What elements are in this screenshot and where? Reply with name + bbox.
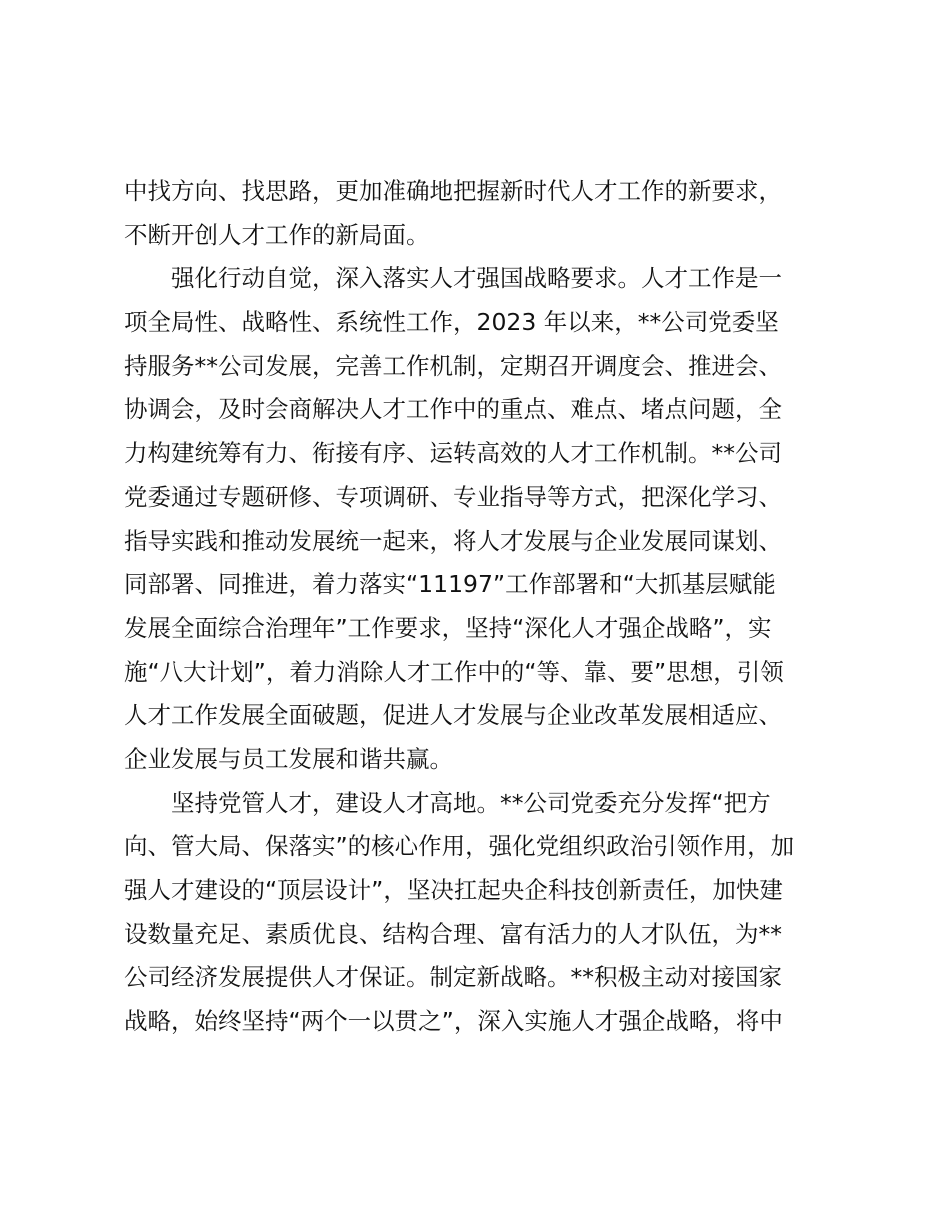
text-line: 向、管大局、保落实”的核心作用，强化党组织政治引领作用，加 bbox=[124, 832, 795, 861]
text-line: 战略，始终坚持“两个一以贯之”，深入实施人才强企战略，将中 bbox=[124, 1007, 783, 1036]
text-line: 协调会，及时会商解决人才工作中的重点、难点、堵点问题，全 bbox=[124, 395, 782, 424]
text-line: 力构建统筹有力、衔接有序、运转高效的人才工作机制。**公司 bbox=[124, 439, 782, 468]
text-line: 不断开创人才工作的新局面。 bbox=[124, 220, 430, 249]
paragraph-first-line: 强化行动自觉，深入落实人才强国战略要求。人才工作是一 bbox=[171, 264, 782, 293]
text-line: 公司经济发展提供人才保证。制定新战略。**积极主动对接国家 bbox=[124, 963, 782, 992]
text-line: 同部署、同推进，着力落实“11197”工作部署和“大抓基层赋能 bbox=[124, 570, 776, 599]
text-line: 设数量充足、素质优良、结构合理、富有活力的人才队伍，为** bbox=[124, 919, 782, 948]
text-line: 施“八大计划”，着力消除人才工作中的“等、靠、要”思想，引领 bbox=[124, 657, 784, 686]
text-line: 发展全面综合治理年”工作要求，坚持“深化人才强企战略”，实 bbox=[124, 613, 772, 642]
text-line: 指导实践和推动发展统一起来，将人才发展与企业发展同谋划、 bbox=[124, 526, 782, 555]
text-line: 企业发展与员工发展和谐共赢。 bbox=[124, 744, 453, 773]
text-line: 强人才建设的“顶层设计”，坚决扛起央企科技创新责任，加快建 bbox=[124, 876, 783, 904]
paragraph-first-line: 坚持党管人才，建设人才高地。**公司党委充分发挥“把方 bbox=[171, 788, 771, 817]
text-line: 人才工作发展全面破题，促进人才发展与企业改革发展相适应、 bbox=[124, 701, 782, 730]
text-line: 中找方向、找思路，更加准确地把握新时代人才工作的新要求， bbox=[124, 177, 782, 205]
body-text bbox=[124, 170, 844, 1044]
text-line: 持服务**公司发展，完善工作机制，定期召开调度会、推进会、 bbox=[124, 351, 782, 380]
text-line: 党委通过专题研修、专项调研、专业指导等方式，把深化学习、 bbox=[124, 482, 782, 511]
text-line: 项全局性、战略性、系统性工作，2023 年以来，**公司党委坚 bbox=[124, 308, 779, 337]
